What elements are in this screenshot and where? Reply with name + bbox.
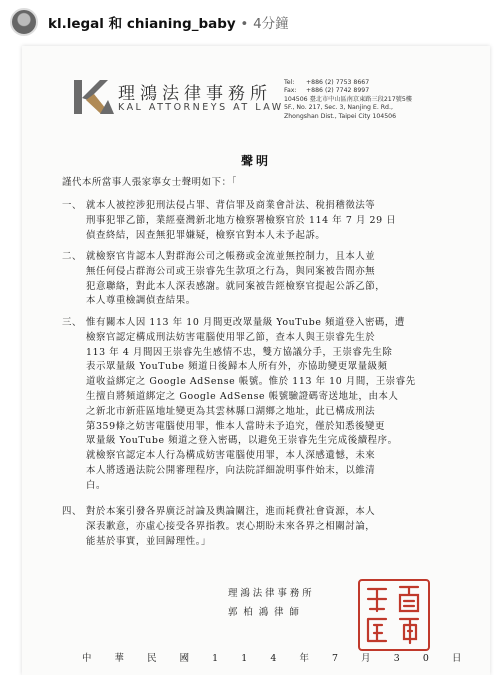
fax-label: Fax: <box>284 87 297 95</box>
red-seal-stamp-icon <box>358 579 430 651</box>
paragraph-line: 犯意聯絡，對此本人深表感謝。就同案被告經檢察官提起公訴乙節， <box>86 280 386 292</box>
paragraph-line: 就本人被控涉犯刑法侵占罪、背信罪及商業會計法、稅捐稽徵法等 <box>86 200 376 211</box>
paragraph-line: 本人尊重檢調偵查結果。 <box>86 295 196 307</box>
paragraph-line: 生擅自將頻道綁定之 Google AdSense 帳號驗證碼寄送地址，由本人 <box>86 390 399 402</box>
paragraph-line: 之新北市新莊區地址變更為其雲林縣口湖鄉之地址，此已構成刑法 <box>86 405 376 417</box>
paragraph-number: 二、 <box>62 251 82 262</box>
intro-line: 謹代本所當事人張家寧女士聲明如下：「 <box>62 177 237 188</box>
address-en-1: 5F., No. 217, Sec. 3, Nanjing E. Rd., <box>284 104 393 112</box>
paragraph-line: 眾量級 YouTube 頻道之登入密碼，以避免王崇睿先生完成後續程序。 <box>86 435 398 447</box>
tel-label: Tel: <box>284 79 295 86</box>
signature-attorney: 郭柏鴻律師 <box>228 607 305 618</box>
paragraph-line: 就檢察官肯認本人對群海公司之帳務或金流並無控制力，且本人並 <box>86 251 376 262</box>
date-char: 中 <box>82 653 92 664</box>
paragraph-line: 惟有關本人因 113 年 10 月間更改眾量級 YouTube 頻道登入密碼，遭 <box>86 317 405 328</box>
date-char: 民 <box>147 653 158 664</box>
paragraph-3 <box>62 316 462 494</box>
paragraph-line: 就檢察官認定本人行為構成妨害電腦使用罪，本人深感遺憾，未來 <box>86 450 376 462</box>
kal-logo-icon <box>74 80 114 114</box>
paragraph-line: 無任何侵占群海公司或王崇睿先生款項之行為，與同案被告間亦無 <box>86 265 376 277</box>
date-char: 1 <box>212 653 219 664</box>
coauthor-link[interactable]: chianing_baby <box>126 16 236 32</box>
post-time[interactable]: 4分鐘 <box>253 16 289 32</box>
paragraph-4 <box>62 505 462 549</box>
document-title: 聲明 <box>240 154 271 168</box>
paragraph-line: 第359條之妨害電腦使用罪，惟本人當時未予追究，僅於知悉後變更 <box>86 420 385 432</box>
paragraph-number: 四、 <box>62 506 82 517</box>
paragraph-line: 本人將透過法院公開審理程序，向法院詳細說明事件始末，以維清 <box>86 464 376 476</box>
avatar[interactable] <box>10 8 38 36</box>
firm-name-en: KAL ATTORNEYS AT LAW <box>118 102 284 113</box>
paragraph-line: 刑事犯罪乙節，業經臺灣新北地方檢察署檢察官於 114 年 7 月 29 日 <box>86 214 397 226</box>
post-header <box>0 0 500 44</box>
tel-value: +886 (2) 7753 8667 <box>306 79 370 86</box>
paragraph-2 <box>62 250 462 309</box>
date-char: 華 <box>114 653 125 664</box>
paragraph-number: 一、 <box>62 200 82 211</box>
paragraph-line: 檢察官認定構成刑法妨害電腦使用罪乙節，查本人與王崇睿先生於 <box>86 331 376 343</box>
paragraph-number: 三、 <box>62 317 82 328</box>
paragraph-line: 偵查終結，因查無犯罪嫌疑，檢察官對本人未予起訴。 <box>86 229 326 241</box>
date-char: 7 <box>332 653 339 664</box>
paragraph-line: 白。 <box>86 479 106 491</box>
date-char: 日 <box>451 653 462 664</box>
firm-name-cn: 理鴻法律事務所 <box>118 84 272 104</box>
post-meta <box>48 12 289 32</box>
separator-dot: • <box>240 16 249 32</box>
document-date <box>82 652 462 667</box>
date-char: 國 <box>179 653 190 664</box>
paragraph-line: 對於本案引發各界廣泛討論及輿論關注，進而耗費社會資源，本人 <box>86 506 376 517</box>
signature-firm: 理鴻法律事務所 <box>228 588 315 599</box>
paragraph-line: 道收益綁定之 Google AdSense 帳號。惟於 113 年 10 月間，王崇睿先 <box>86 376 416 388</box>
statement-document <box>22 46 490 675</box>
contact-block <box>284 79 412 121</box>
paragraph-line: 表示眾量級 YouTube 頻道日後歸本人所有外，亦協助變更眾量級頻 <box>86 361 388 373</box>
letterhead <box>22 46 490 126</box>
date-char: 0 <box>422 653 430 664</box>
date-char: 3 <box>393 653 401 664</box>
date-char: 年 <box>299 653 310 664</box>
paragraph-1 <box>62 199 462 243</box>
paragraph-line: 113 年 4 月間因王崇睿先生感情不忠，雙方協議分手，王崇睿先生除 <box>86 346 393 358</box>
fax-value: +886 (2) 7742 8997 <box>306 87 370 95</box>
date-char: 4 <box>270 653 277 664</box>
date-char: 1 <box>241 653 248 664</box>
paragraph-line: 能基於事實，並回歸理性。」 <box>86 535 211 547</box>
conjunction-text: 和 <box>108 16 123 32</box>
address-cn: 104506 臺北市中山區南京東路三段217號5樓 <box>284 95 412 103</box>
username-link[interactable]: kl.legal <box>48 16 104 32</box>
address-en-2: Zhongshan Dist., Taipei City 104506 <box>284 112 397 120</box>
paragraph-line: 深表歉意，亦虛心接受各界指教。衷心期盼未來各界之相關討論， <box>86 520 376 532</box>
date-char: 月 <box>361 653 372 664</box>
